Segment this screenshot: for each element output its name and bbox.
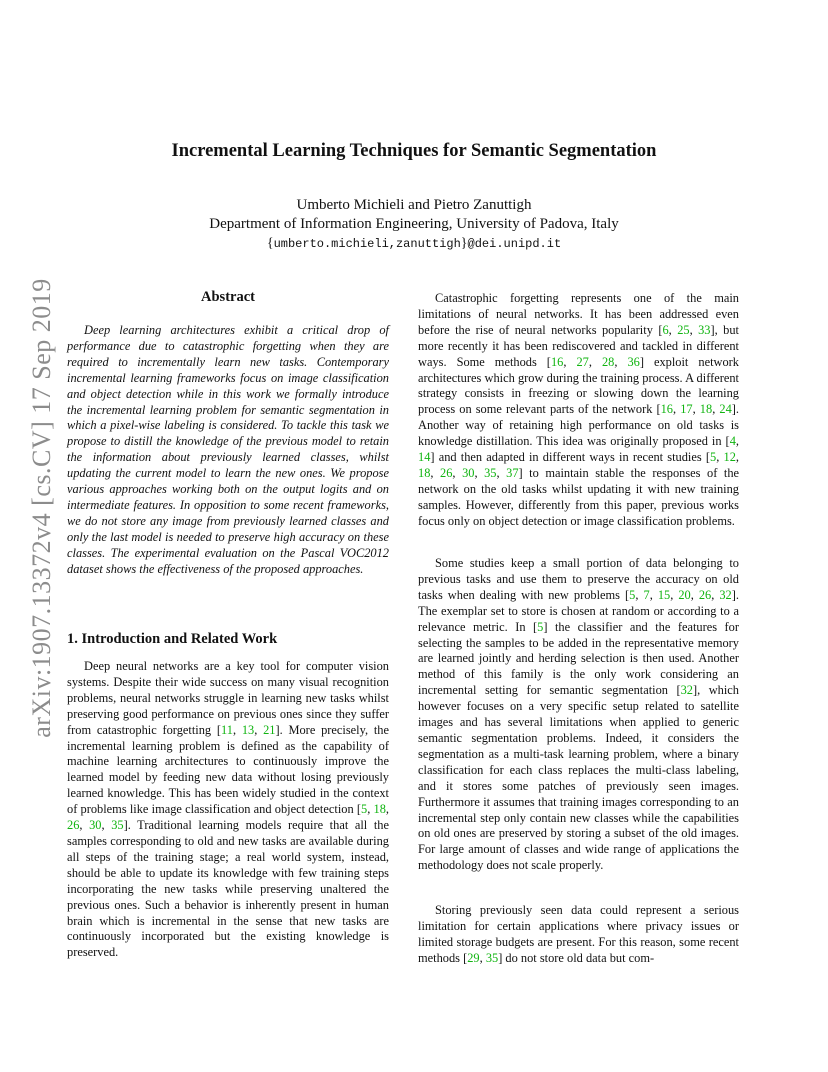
citation-link[interactable]: 17 (680, 402, 693, 417)
right-paragraph-3: Storing previously seen data could represent a serious limitation for certain applications where privacy issues or limited storage budgets are present. For this reason, some recent methods [29, 35] do not store old data but com- (418, 903, 739, 965)
email-names: umberto.michieli,zanuttigh (273, 237, 461, 251)
citation-link[interactable]: 35 (111, 818, 124, 833)
citation-link[interactable]: 29 (467, 950, 480, 965)
citation-link[interactable]: 36 (627, 354, 640, 369)
citation-link[interactable]: 18 (373, 802, 386, 817)
section-heading-introduction: 1. Introduction and Related Work (67, 631, 278, 647)
citation-link[interactable]: 26 (440, 465, 453, 480)
right-paragraph-2: Some studies keep a small portion of data belonging to previous tasks and use them to preserve the accuracy on old tasks when dealing with new problems [5, 7, 15, 20, 26, 32]. The exemplar set to store is chosen at random or according to a relevance metric. In [5] the classifier and the features for selecting the samples to be added in the representative memory are learned jointly and herding selection is then used. Another method of this family is the only work considering an incremental setting for semantic segmentation [32], which however focuses on a very specific setup related to satellite images and has several limitations when applied to generic semantic segmentation problems. Indeed, it considers the segmentation as a multi-task learning problem, where a binary classification for each class replaces the multi-class labeling, and it stores some patches of previously seen images. Furthermore it assumes that training images corresponding to an incremental step only contain new classes while the capabilities on old ones are preserved by storing a subset of the old images. For large amount of classes and wide range of applications the methodology does not scale properly. (418, 556, 739, 873)
citation-link[interactable]: 28 (601, 354, 615, 369)
citation-link[interactable]: 5 (629, 587, 636, 602)
citation-link[interactable]: 26 (698, 587, 712, 602)
citation-link[interactable]: 6 (662, 322, 669, 337)
paper-affiliation: Department of Information Engineering, University of Padova, Italy (209, 216, 619, 232)
citation-link[interactable]: 21 (263, 722, 276, 737)
intro-paragraph-1: Deep neural networks are a key tool for computer vision systems. Despite their wide success on many visual recognition problems, neural networks struggle in learning new tasks whilst preserving good performance on previous ones since they suffer from catastrophic forgetting [11, 13, 21]. More precisely, the incremental learning problem is defined as the capability of machine learning architectures to continuously improve the learned model by feeding new data without losing previously learned knowledge. This has been widely studied in the context of problems like image classification and object detection [5, 18, 26, 30, 35]. Traditional learning models require that all the samples corresponding to old and new tasks are available during all steps of the training stage; a real world system, instead, should be able to update its knowledge with few training steps incorporating the new tasks while preserving unaltered the previous ones. Such a behavior is inherently present in human brain which is incremental in the sense that new tasks are continuously incorporated but the existing knowledge is preserved. (67, 659, 389, 960)
citation-link[interactable]: 18 (699, 402, 713, 417)
abstract-text: Deep learning architectures exhibit a critical drop of performance due to catastrophic forgetting when they are required to incrementally learn new tasks. Contemporary incremental learning frameworks focus on image classification and object detection while in this work we formally introduce the incremental learning problem for semantic segmentation in which a pixel-wise labeling is considered. To tackle this task we propose to distill the knowledge of the previous model to retain the information about previously learned classes, whilst updating the current model to learn the new ones. We propose various approaches working both on the output logits and on intermediate features. In opposition to some recent frameworks, we do not store any image from previously learned classes and only the last model is needed to preserve high accuracy on these classes. The experimental evaluation on the Pascal VOC2012 dataset shows the effectiveness of the proposed approaches. (67, 323, 389, 576)
citation-link[interactable]: 18 (418, 465, 431, 480)
citation-link[interactable]: 24 (719, 402, 732, 417)
citation-link[interactable]: 14 (418, 450, 431, 465)
citation-link[interactable]: 30 (462, 465, 475, 480)
citation-link[interactable]: 5 (537, 619, 544, 634)
citation-link[interactable]: 16 (550, 354, 564, 369)
citation-link[interactable]: 20 (678, 587, 691, 602)
citation-link[interactable]: 11 (221, 722, 233, 737)
citation-link[interactable]: 27 (576, 354, 589, 369)
citation-link[interactable]: 5 (710, 450, 717, 465)
arxiv-identifier (20, 278, 64, 738)
paper-title: Incremental Learning Techniques for Semantic Segmentation (171, 141, 657, 161)
arxiv-identifier-text: arXiv:1907.13372v4 [cs.CV] 17 Sep 2019 (27, 278, 56, 738)
abstract-heading: Abstract (201, 289, 255, 305)
citation-link[interactable]: 30 (89, 818, 102, 833)
citation-link[interactable]: 5 (360, 802, 368, 817)
citation-link[interactable]: 26 (67, 818, 80, 833)
citation-link[interactable]: 37 (506, 465, 519, 480)
citation-link[interactable]: 15 (657, 587, 671, 602)
email-brace-open: { (266, 236, 274, 251)
citation-link[interactable]: 16 (660, 402, 673, 417)
citation-link[interactable]: 12 (723, 450, 736, 465)
email-brace-close: } (460, 236, 468, 251)
citation-link[interactable]: 32 (719, 587, 732, 602)
citation-link[interactable]: 25 (677, 322, 690, 337)
citation-link[interactable]: 13 (241, 722, 255, 737)
citation-link[interactable]: 32 (680, 683, 693, 698)
paper-authors: Umberto Michieli and Pietro Zanuttigh (296, 197, 532, 213)
citation-link[interactable]: 35 (485, 950, 499, 965)
author-email[interactable] (0, 236, 828, 252)
email-domain: @dei.unipd.it (467, 237, 562, 251)
citation-link[interactable]: 33 (698, 322, 711, 337)
citation-link[interactable]: 35 (484, 465, 497, 480)
right-paragraph-1: Catastrophic forgetting represents one of the main limitations of neural networks. It has been addressed even before the rise of neural networks popularity [6, 25, 33], but more recently it has been rediscovered and tackled in different ways. Some methods [16, 27, 28, 36] exploit network architectures which grow during the training process. A different strategy consists in freezing or slowing down the learning process on some relevant parts of the network [16, 17, 18, 24]. Another way of retaining high performance on old tasks is knowledge distillation. This idea was originally proposed in [4, 14] and then adapted in different ways in recent studies [5, 12, 18, 26, 30, 35, 37] to maintain stable the responses of the network on the old tasks whilst updating it with new training samples. However, differently from this paper, previous works focus only on object detection or image classification problems. (418, 291, 740, 528)
citation-link[interactable]: 4 (729, 434, 736, 449)
citation-link[interactable]: 7 (643, 587, 650, 602)
